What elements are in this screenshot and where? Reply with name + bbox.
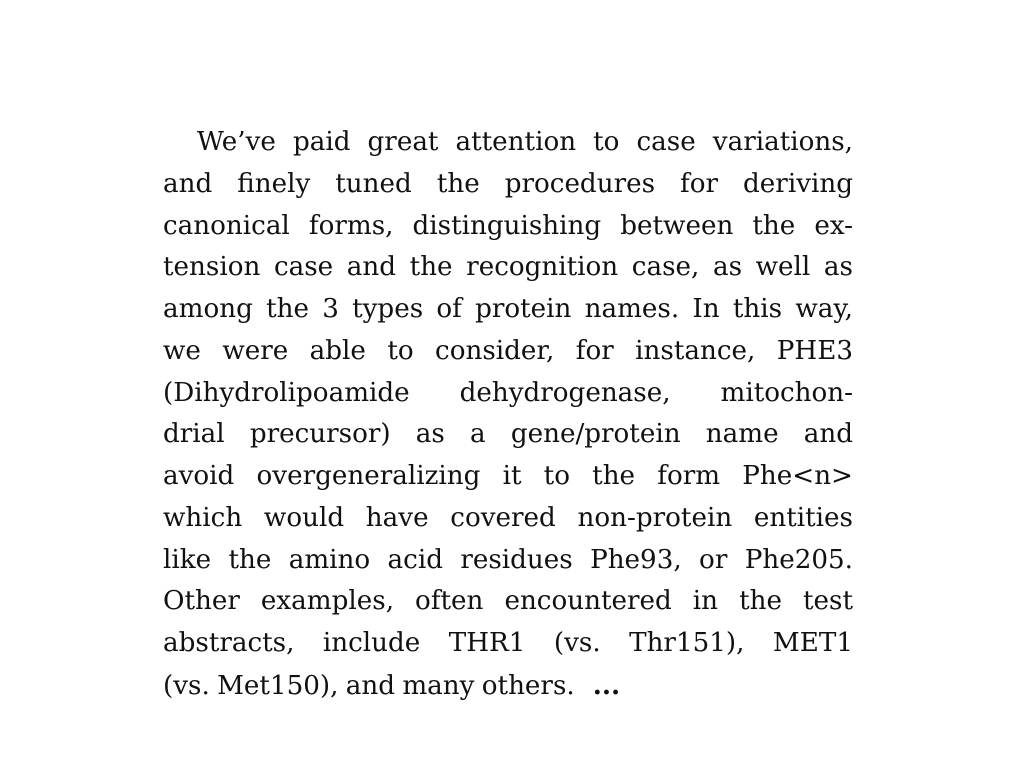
- paragraph-line: Other examples, often encountered in the test: [163, 586, 853, 617]
- paragraph-line: We’ve paid great attention to case variations,: [197, 127, 853, 157]
- paragraph-last-line: [163, 665, 853, 707]
- paragraph-line: we were able to consider, for instance, PHE3: [163, 335, 853, 366]
- paragraph-line: drial precursor) as a gene/protein name and: [163, 419, 853, 450]
- body-paragraph: [163, 122, 853, 707]
- paragraph-line: abstracts, include THR1 (vs. Thr151), MET1: [163, 628, 853, 658]
- paragraph-line: (Dihydrolipoamide dehydrogenase, mitochon-: [163, 377, 853, 408]
- paragraph-line: like the amino acid residues Phe93, or Phe205.: [163, 544, 853, 575]
- paragraph-line: which would have covered non-protein entities: [163, 502, 853, 533]
- paragraph-line: tension case and the recognition case, as well as: [163, 252, 853, 283]
- trailing-ellipsis: ...: [592, 669, 621, 701]
- paragraph-line: and finely tuned the procedures for deriving: [163, 168, 853, 199]
- paragraph-line: canonical forms, distinguishing between the ex-: [163, 210, 853, 241]
- paragraph-line: among the 3 types of protein names. In this way,: [163, 294, 853, 324]
- paragraph-line: avoid overgeneralizing it to the form Phe<n>: [163, 461, 853, 491]
- paragraph-line: (vs. Met150), and many others.: [163, 670, 575, 701]
